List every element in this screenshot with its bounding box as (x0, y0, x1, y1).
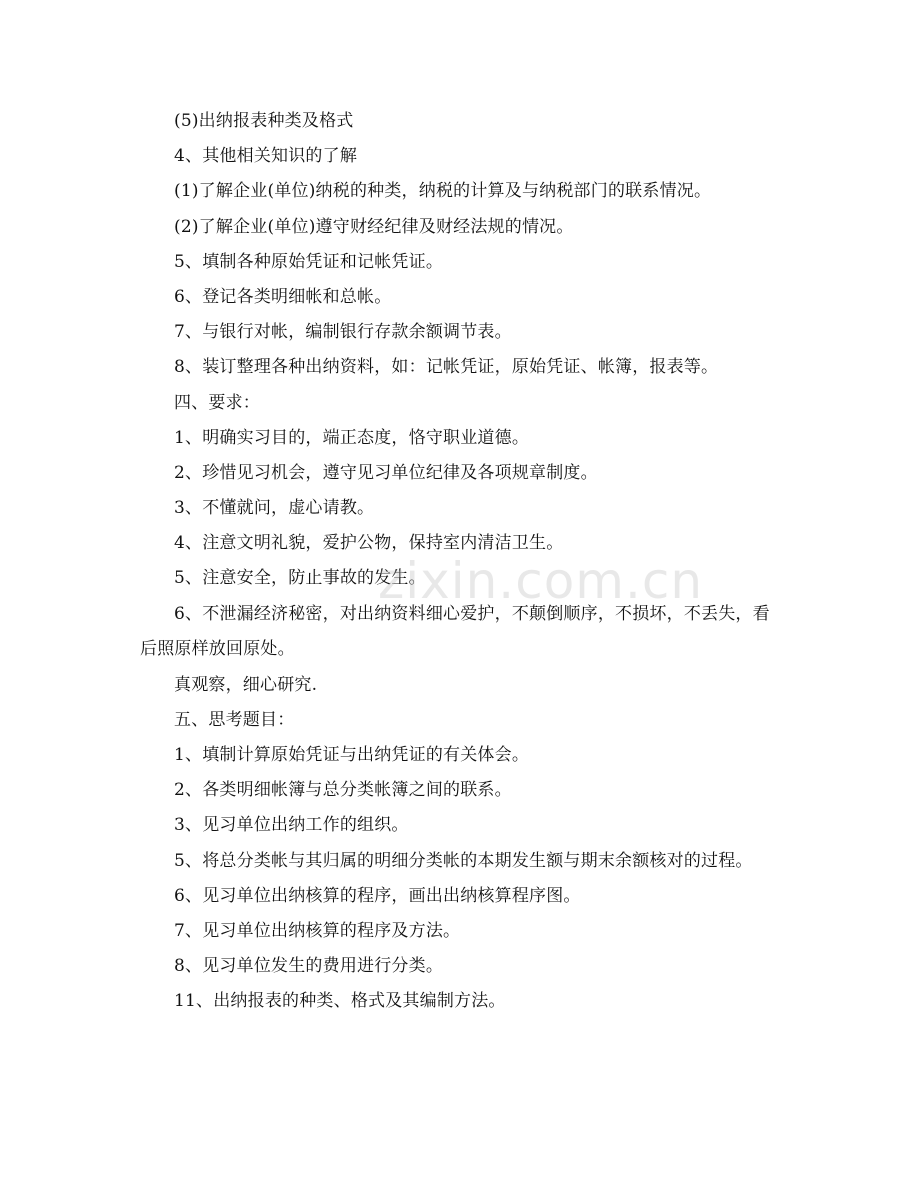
item-6-ledgers: 6、登记各类明细帐和总帐。 (174, 286, 392, 307)
item-2-financial-discipline: (2)了解企业(单位)遵守财经纪律及财经法规的情况。 (174, 216, 574, 237)
req-3-ask: 3、不懂就问，虚心请教。 (174, 498, 375, 519)
req-4-courtesy: 4、注意文明礼貌，爱护公物，保持室内清洁卫生。 (174, 533, 564, 554)
note-observe: 真观察，细心研究. (174, 674, 318, 695)
req-6-confidentiality: 6、不泄漏经济秘密，对出纳资料细心爱护，不颠倒顺序，不损坏，不丢失，看后照原样放回原处。 (140, 603, 770, 659)
document-body (140, 111, 780, 1027)
question-6: 6、见习单位出纳核算的程序，画出出纳核算程序图。 (174, 885, 581, 906)
question-2: 2、各类明细帐簿与总分类帐簿之间的联系。 (174, 780, 512, 801)
question-1: 1、填制计算原始凭证与出纳凭证的有关体会。 (174, 745, 530, 765)
section-4-requirements: 四、要求： (174, 392, 260, 413)
watermark: zixin.com.cn (378, 552, 704, 610)
question-8: 8、见习单位发生的费用进行分类。 (174, 956, 444, 977)
question-7: 7、见习单位出纳核算的程序及方法。 (174, 920, 461, 941)
item-5-report-types: (5)出纳报表种类及格式 (174, 111, 354, 131)
heading-other-knowledge: 4、其他相关知识的了解 (174, 146, 358, 167)
item-7-bank-reconciliation: 7、与银行对帐，编制银行存款余额调节表。 (174, 322, 512, 343)
req-2-opportunity: 2、珍惜见习机会，遵守见习单位纪律及各项规章制度。 (174, 462, 598, 483)
question-5: 5、将总分类帐与其归属的明细分类帐的本期发生额与期末余额核对的过程。 (174, 850, 753, 871)
section-5-questions: 五、思考题目： (174, 709, 295, 730)
req-1-purpose: 1、明确实习目的，端正态度，恪守职业道德。 (174, 427, 530, 448)
question-3: 3、见习单位出纳工作的组织。 (174, 815, 409, 836)
question-11: 11、出纳报表的种类、格式及其编制方法。 (174, 991, 506, 1012)
req-5-safety: 5、注意安全，防止事故的发生。 (174, 568, 426, 589)
item-8-binding: 8、装订整理各种出纳资料，如：记帐凭证，原始凭证、帐簿，报表等。 (174, 357, 719, 378)
item-1-tax: (1)了解企业(单位)纳税的种类，纳税的计算及与纳税部门的联系情况。 (174, 181, 712, 202)
item-5-vouchers: 5、填制各种原始凭证和记帐凭证。 (174, 251, 444, 272)
